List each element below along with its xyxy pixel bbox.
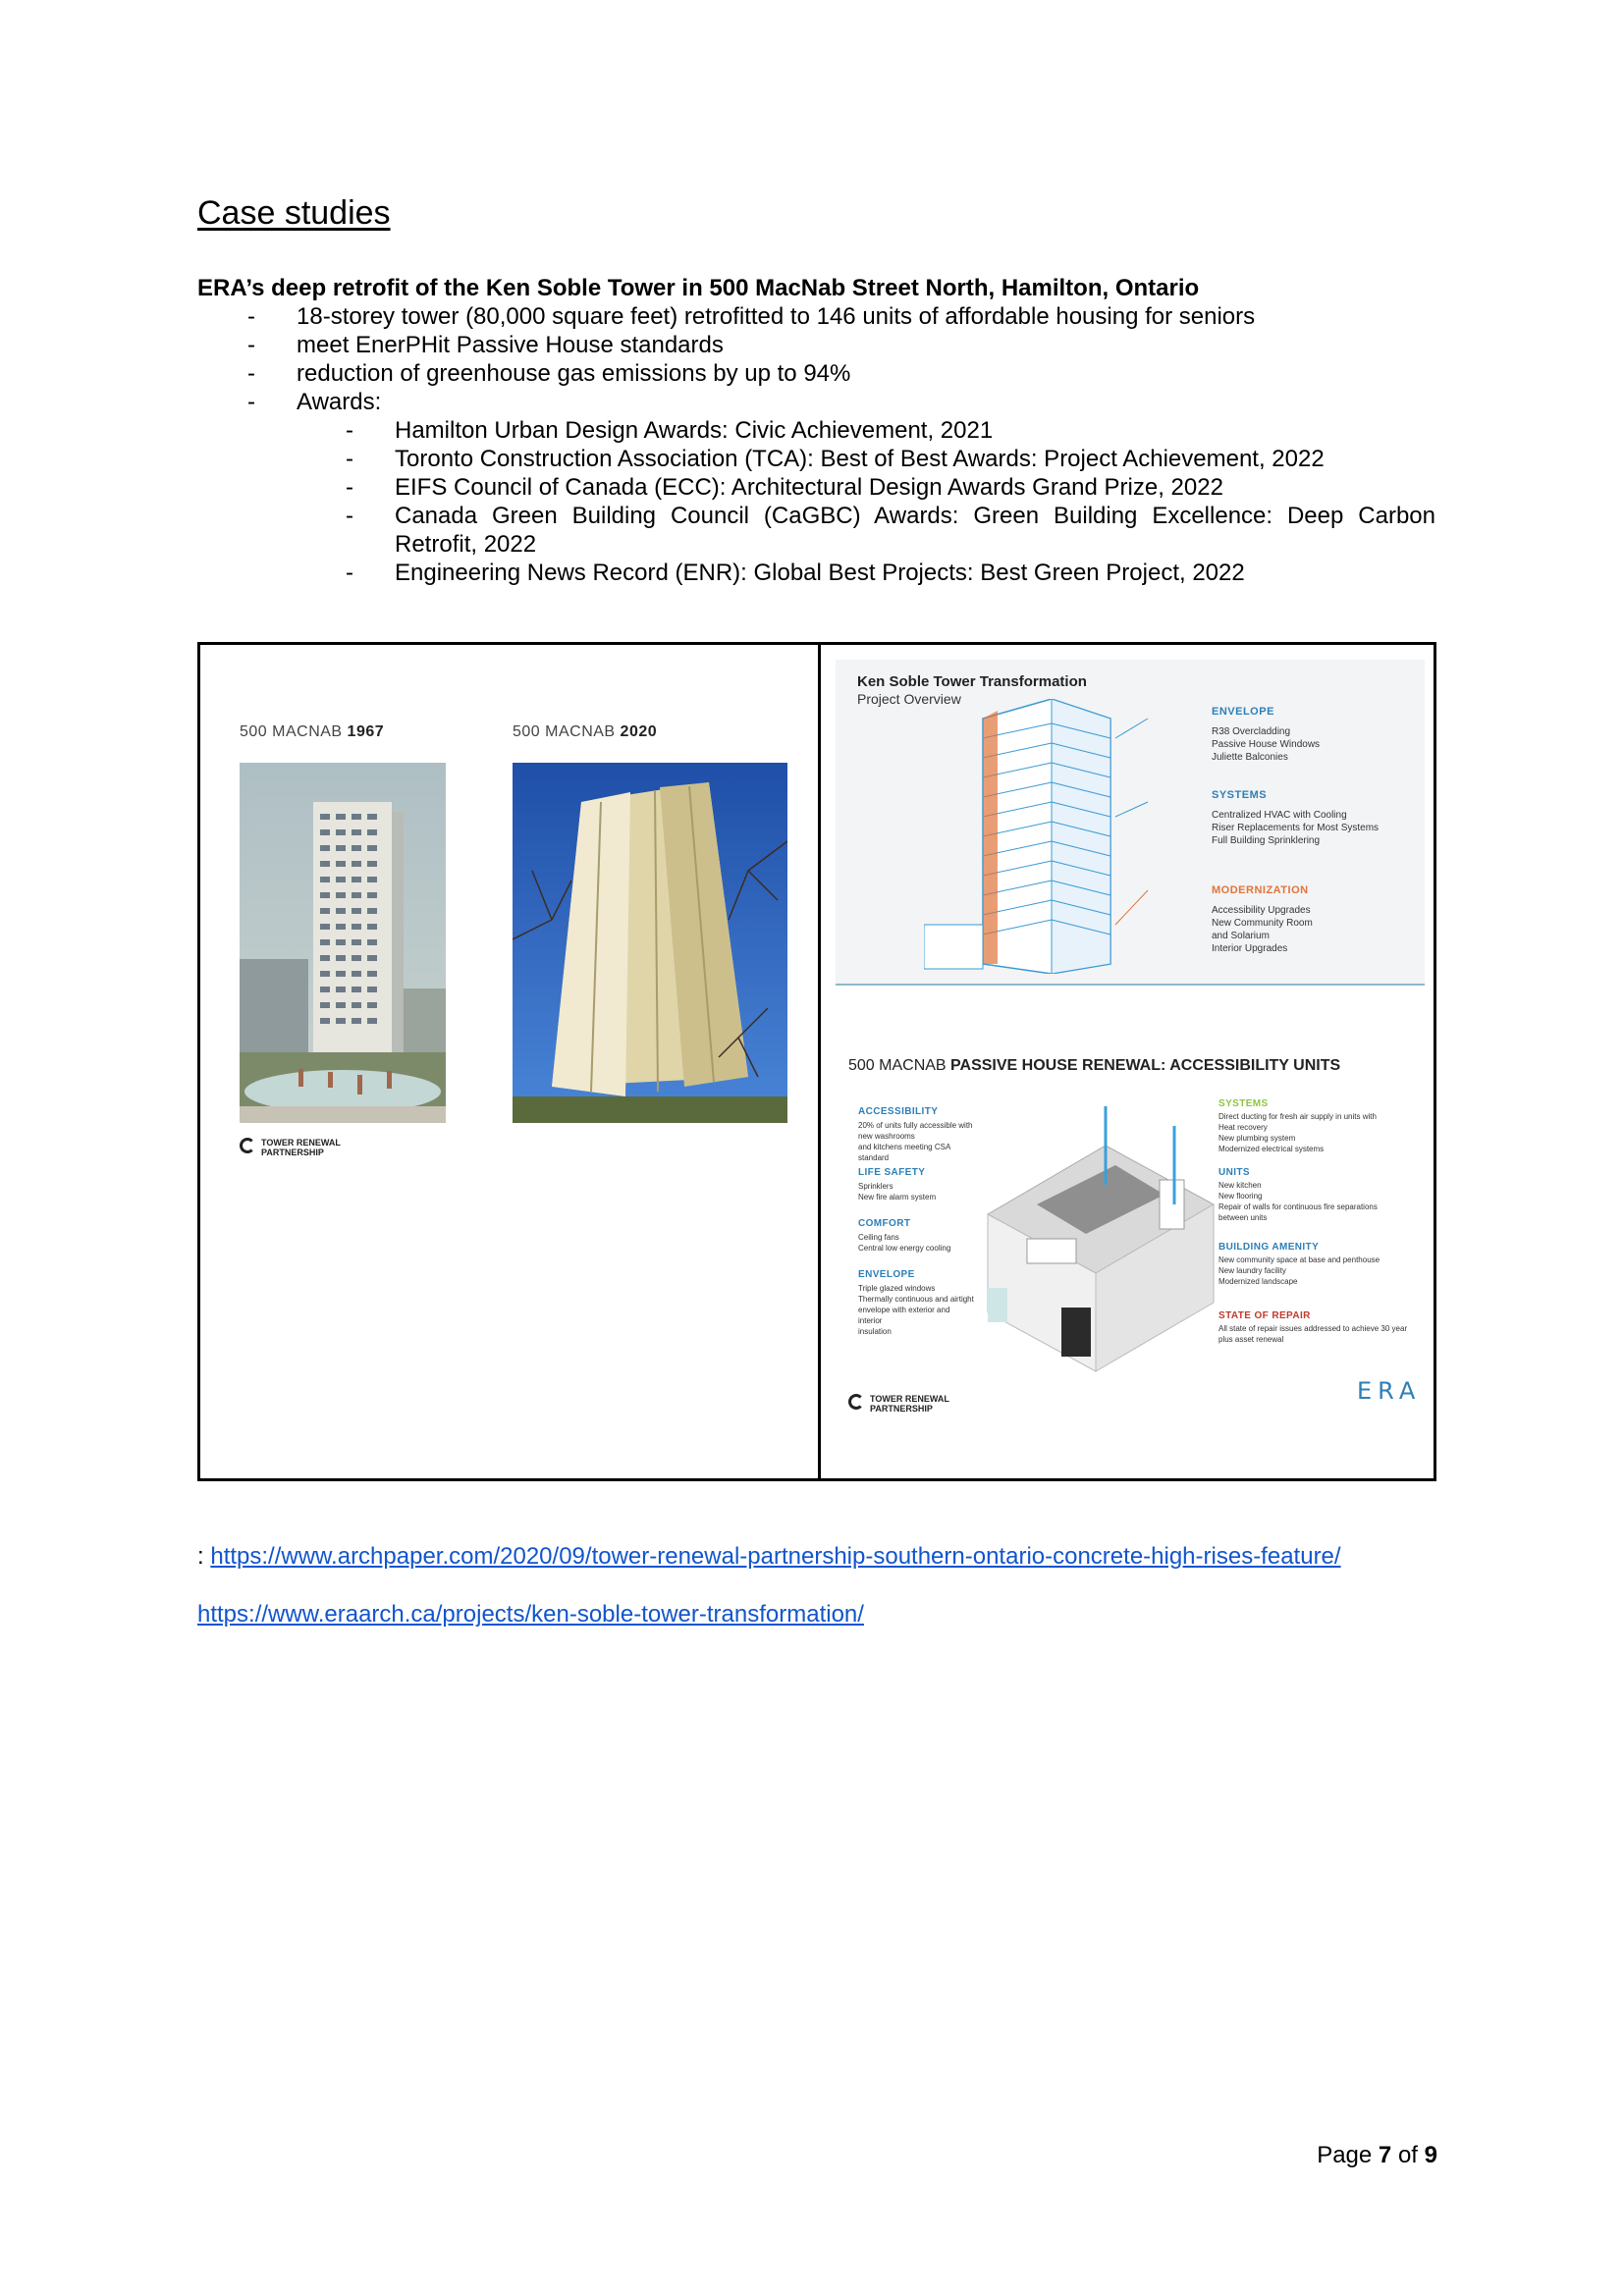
bullet-marker: - — [346, 474, 353, 501]
era-logo: ERA — [1357, 1377, 1422, 1405]
legend-group: UNITS New kitchen New flooring Repair of walls for continuous fire separations between units — [1218, 1167, 1378, 1222]
systems-heading: SYSTEMS — [1212, 789, 1268, 801]
source-prefix: : — [197, 1543, 211, 1570]
project-overview-diagram — [836, 660, 1425, 986]
caption-prefix: 500 MACNAB — [513, 723, 621, 740]
caption-year: 1967 — [347, 723, 385, 740]
legend-group: LIFE SAFETY Sprinklers New fire alarm system — [858, 1167, 937, 1201]
bullet-marker: - — [247, 389, 255, 415]
bullet-text: meet EnerPHit Passive House standards — [297, 332, 724, 358]
archpaper-link[interactable]: https://www.archpaper.com/2020/09/tower-renewal-partnership-southern-ontario-concrete-high-rises-feature/ — [210, 1543, 1341, 1570]
section-heading: Case studies — [197, 194, 391, 232]
source-line-1 — [197, 1543, 1341, 1571]
accessibility-title: 500 MACNAB PASSIVE HOUSE RENEWAL: ACCESSIBILITY UNITS — [848, 1057, 1341, 1074]
logo-text: TOWER RENEWAL PARTNERSHIP — [870, 1394, 949, 1414]
tower-photo-1967 — [240, 763, 446, 1123]
accessibility-right-legend — [1218, 1098, 1425, 1360]
bullet-marker: - — [247, 360, 255, 387]
caption-prefix: 500 MACNAB — [240, 723, 348, 740]
accessibility-left-legend — [848, 1106, 976, 1338]
project-figure — [197, 642, 1436, 1481]
tower-renewal-logo — [848, 1394, 966, 1414]
modernization-heading: MODERNIZATION — [1212, 884, 1309, 896]
caption-year: 2020 — [620, 723, 658, 740]
award-text: Engineering News Record (ENR): Global Best Projects: Best Green Project, 2022 — [395, 560, 1245, 586]
bullet-marker: - — [247, 303, 255, 330]
page-number: Page 7 of 9 — [1317, 2142, 1437, 2168]
tower-renewal-logo-icon — [240, 1138, 255, 1153]
award-text: Canada Green Building Council (CaGBC) Awards: Green Building Excellence: Deep Carbon Retrofit, 2022 — [395, 503, 1435, 558]
photo-caption-1967 — [240, 723, 384, 741]
case-study-title: ERA’s deep retrofit of the Ken Soble Tower in 500 MacNab Street North, Hamilton, Ontario — [197, 275, 1200, 301]
tower-renewal-logo — [240, 1138, 357, 1157]
bullet-marker: - — [346, 446, 353, 472]
diagram-panel — [821, 645, 1434, 1478]
logo-text: TOWER RENEWAL PARTNERSHIP — [261, 1138, 341, 1157]
bullet-text: reduction of greenhouse gas emissions by up to 94% — [297, 360, 851, 387]
unit-cutaway-icon — [968, 1106, 1228, 1381]
legend-group: STATE OF REPAIR All state of repair issues addressed to achieve 30 year plus asset renewal — [1218, 1310, 1408, 1344]
overview-title: Ken Soble Tower Transformation — [857, 673, 1087, 690]
tower-axonometric-icon — [924, 699, 1150, 974]
award-text: Toronto Construction Association (TCA): Best of Best Awards: Project Achievement, 2022 — [395, 446, 1325, 472]
photo-caption-2020 — [513, 723, 657, 741]
before-after-panel — [200, 645, 818, 1478]
systems-list: Centralized HVAC with Cooling Riser Replacements for Most Systems Full Building Sprinklering — [1212, 810, 1380, 846]
award-text: EIFS Council of Canada (ECC): Architectural Design Awards Grand Prize, 2022 — [395, 474, 1223, 501]
bullet-marker: - — [346, 417, 353, 444]
legend-group: SYSTEMS Direct ducting for fresh air supply in units with Heat recovery New plumbing system Modernized electrical systems — [1218, 1098, 1377, 1153]
tower-renewal-logo-icon — [848, 1394, 864, 1410]
bullet-marker: - — [346, 560, 353, 586]
bullet-marker: - — [346, 503, 353, 529]
legend-group: ENVELOPE Triple glazed windows Thermally continuous and airtight envelope with exterior and interior insulation — [858, 1269, 974, 1336]
modernization-list: Accessibility Upgrades New Community Room and Solarium Interior Upgrades — [1212, 905, 1313, 954]
overview-subtitle: Project Overview — [857, 691, 961, 707]
tower-photo-2020 — [513, 763, 787, 1123]
bullet-marker: - — [247, 332, 255, 358]
envelope-list: R38 Overcladding Passive House Windows Juliette Balconies — [1212, 726, 1321, 763]
eraarch-link[interactable]: https://www.eraarch.ca/projects/ken-soble-tower-transformation/ — [197, 1601, 864, 1628]
bullet-text: 18-storey tower (80,000 square feet) retrofitted to 146 units of affordable housing for seniors — [297, 303, 1256, 330]
envelope-heading: ENVELOPE — [1212, 706, 1274, 718]
legend-group: ACCESSIBILITY 20% of units fully accessible with new washrooms and kitchens meeting CSA standard — [858, 1106, 973, 1162]
legend-group: BUILDING AMENITY New community space at base and penthouse New laundry facility Modernized landscape — [1218, 1242, 1380, 1286]
bullet-text: Awards: — [297, 389, 382, 415]
award-text: Hamilton Urban Design Awards: Civic Achievement, 2021 — [395, 417, 994, 444]
legend-group: COMFORT Ceiling fans Central low energy cooling — [858, 1218, 951, 1253]
